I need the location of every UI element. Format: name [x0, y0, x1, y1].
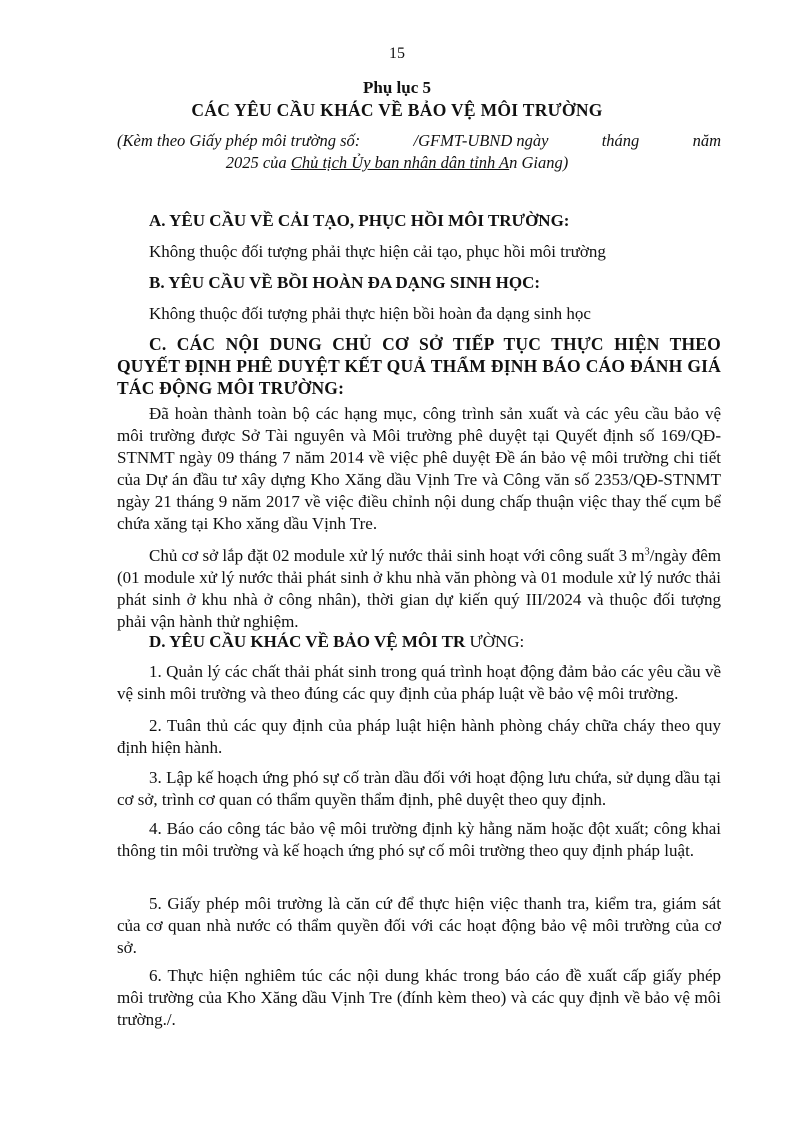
list-item: 6. Thực hiện nghiêm túc các nội dung khác trong báo cáo đề xuất cấp giấy phép môi trường của Kho Xăng dầu Vịnh Tre (đính kèm theo) và các quy định về bảo vệ môi trường./. [117, 966, 721, 1029]
subtitle-part: (Kèm theo Giấy phép môi trường số: [117, 131, 361, 150]
list-item: 2. Tuân thủ các quy định của pháp luật hiện hành phòng cháy chữa cháy theo quy định hiện hành. [117, 716, 721, 757]
list-item: 5. Giấy phép môi trường là căn cứ để thực hiện việc thanh tra, kiểm tra, giám sát của cơ quan nhà nước có thẩm quyền đối với các hoạt động bảo vệ môi trường của cơ sở. [117, 894, 721, 957]
section-a-heading: A. YÊU CẦU VỀ CẢI TẠO, PHỤC HỒI MÔI TRƯỜNG: [149, 211, 570, 230]
section-c-paragraph-1: Đã hoàn thành toàn bộ các hạng mục, công trình sản xuất và các yêu cầu bảo vệ môi trường được Sở Tài nguyên và Môi trường phê duyệt tại Quyết định số 169/QĐ-STNMT ngày 09 tháng 7 năm 2014 về việc phê duyệt Đề án bảo vệ môi trường chi tiết của Dự án đầu tư xây dựng Kho Xăng dầu Vịnh Tre và Công văn số 2353/QĐ-STNMT ngày 21 tháng 9 năm 2017 về việc điều chỉnh nội dung chấp thuận việc thay thế cụm bể chứa xăng tại Kho xăng dầu Vịnh Tre. [117, 404, 721, 533]
list-item: 4. Báo cáo công tác bảo vệ môi trường định kỳ hằng năm hoặc đột xuất; công khai thông tin môi trường và kế hoạch ứng phó sự cố môi trường theo quy định pháp luật. [117, 819, 721, 860]
list-item: 3. Lập kế hoạch ứng phó sự cố tràn dầu đối với hoạt động lưu chứa, sử dụng dầu tại cơ sở, trình cơ quan có thẩm quyền thẩm định, phê duyệt theo quy định. [117, 768, 721, 809]
subtitle-line-1 [117, 131, 721, 151]
subtitle-line-2 [0, 153, 794, 173]
list-item: 1. Quản lý các chất thải phát sinh trong quá trình hoạt động đảm bảo các yêu cầu về vệ sinh môi trường và theo đúng các quy định của pháp luật về bảo vệ môi trường. [117, 662, 721, 703]
section-d-heading-bold: D. YÊU CẦU KHÁC VỀ BẢO VỆ MÔI TR [149, 632, 466, 651]
section-c-heading: C. CÁC NỘI DUNG CHỦ CƠ SỞ TIẾP TỤC THỰC HIỆN THEO QUYẾT ĐỊNH PHÊ DUYỆT KẾT QUẢ THẨM ĐỊNH BÁO CÁO ĐÁNH GIÁ TÁC ĐỘNG MÔI TRƯỜNG: [117, 334, 721, 398]
subtitle-prefix: 2025 của [225, 153, 291, 172]
para2-end: /ngày đêm (01 module xử lý nước thải phát sinh ở khu nhà văn phòng và 01 module xử lý nước thải phát sinh ở khu nhà ở công nhân), thời gian dự kiến quý III/2024 và thuộc đối tượng phải vận hành thử nghiệm. [117, 546, 721, 631]
section-d-heading [117, 631, 721, 653]
subtitle-part: năm [692, 131, 721, 150]
subtitle-part: /GFMT-UBND ngày [413, 131, 549, 150]
section-a-text: Không thuộc đối tượng phải thực hiện cải tạo, phục hồi môi trường [149, 242, 606, 261]
section-b-text: Không thuộc đối tượng phải thực hiện bồi hoàn đa dạng sinh học [149, 304, 591, 323]
superscript: 3 [644, 546, 650, 558]
section-c-paragraph-2 [117, 545, 721, 633]
subtitle-authority: Chủ tịch Ủy ban nhân dân tỉnh A [290, 153, 510, 172]
subtitle-suffix: n Giang) [509, 153, 569, 172]
section-d-heading-rest: ƯỜNG: [465, 632, 525, 651]
appendix-label: Phụ lục 5 [362, 78, 432, 97]
section-b-heading: B. YÊU CẦU VỀ BỒI HOÀN ĐA DẠNG SINH HỌC: [149, 273, 541, 292]
page-number: 15 [389, 45, 405, 62]
para2-start: Chủ cơ sở lắp đặt 02 module xử lý nước thải sinh hoạt với công suất 3 m [149, 546, 645, 565]
subtitle-part: tháng [601, 131, 640, 150]
page-title: CÁC YÊU CẦU KHÁC VỀ BẢO VỆ MÔI TRƯỜNG [191, 100, 603, 120]
